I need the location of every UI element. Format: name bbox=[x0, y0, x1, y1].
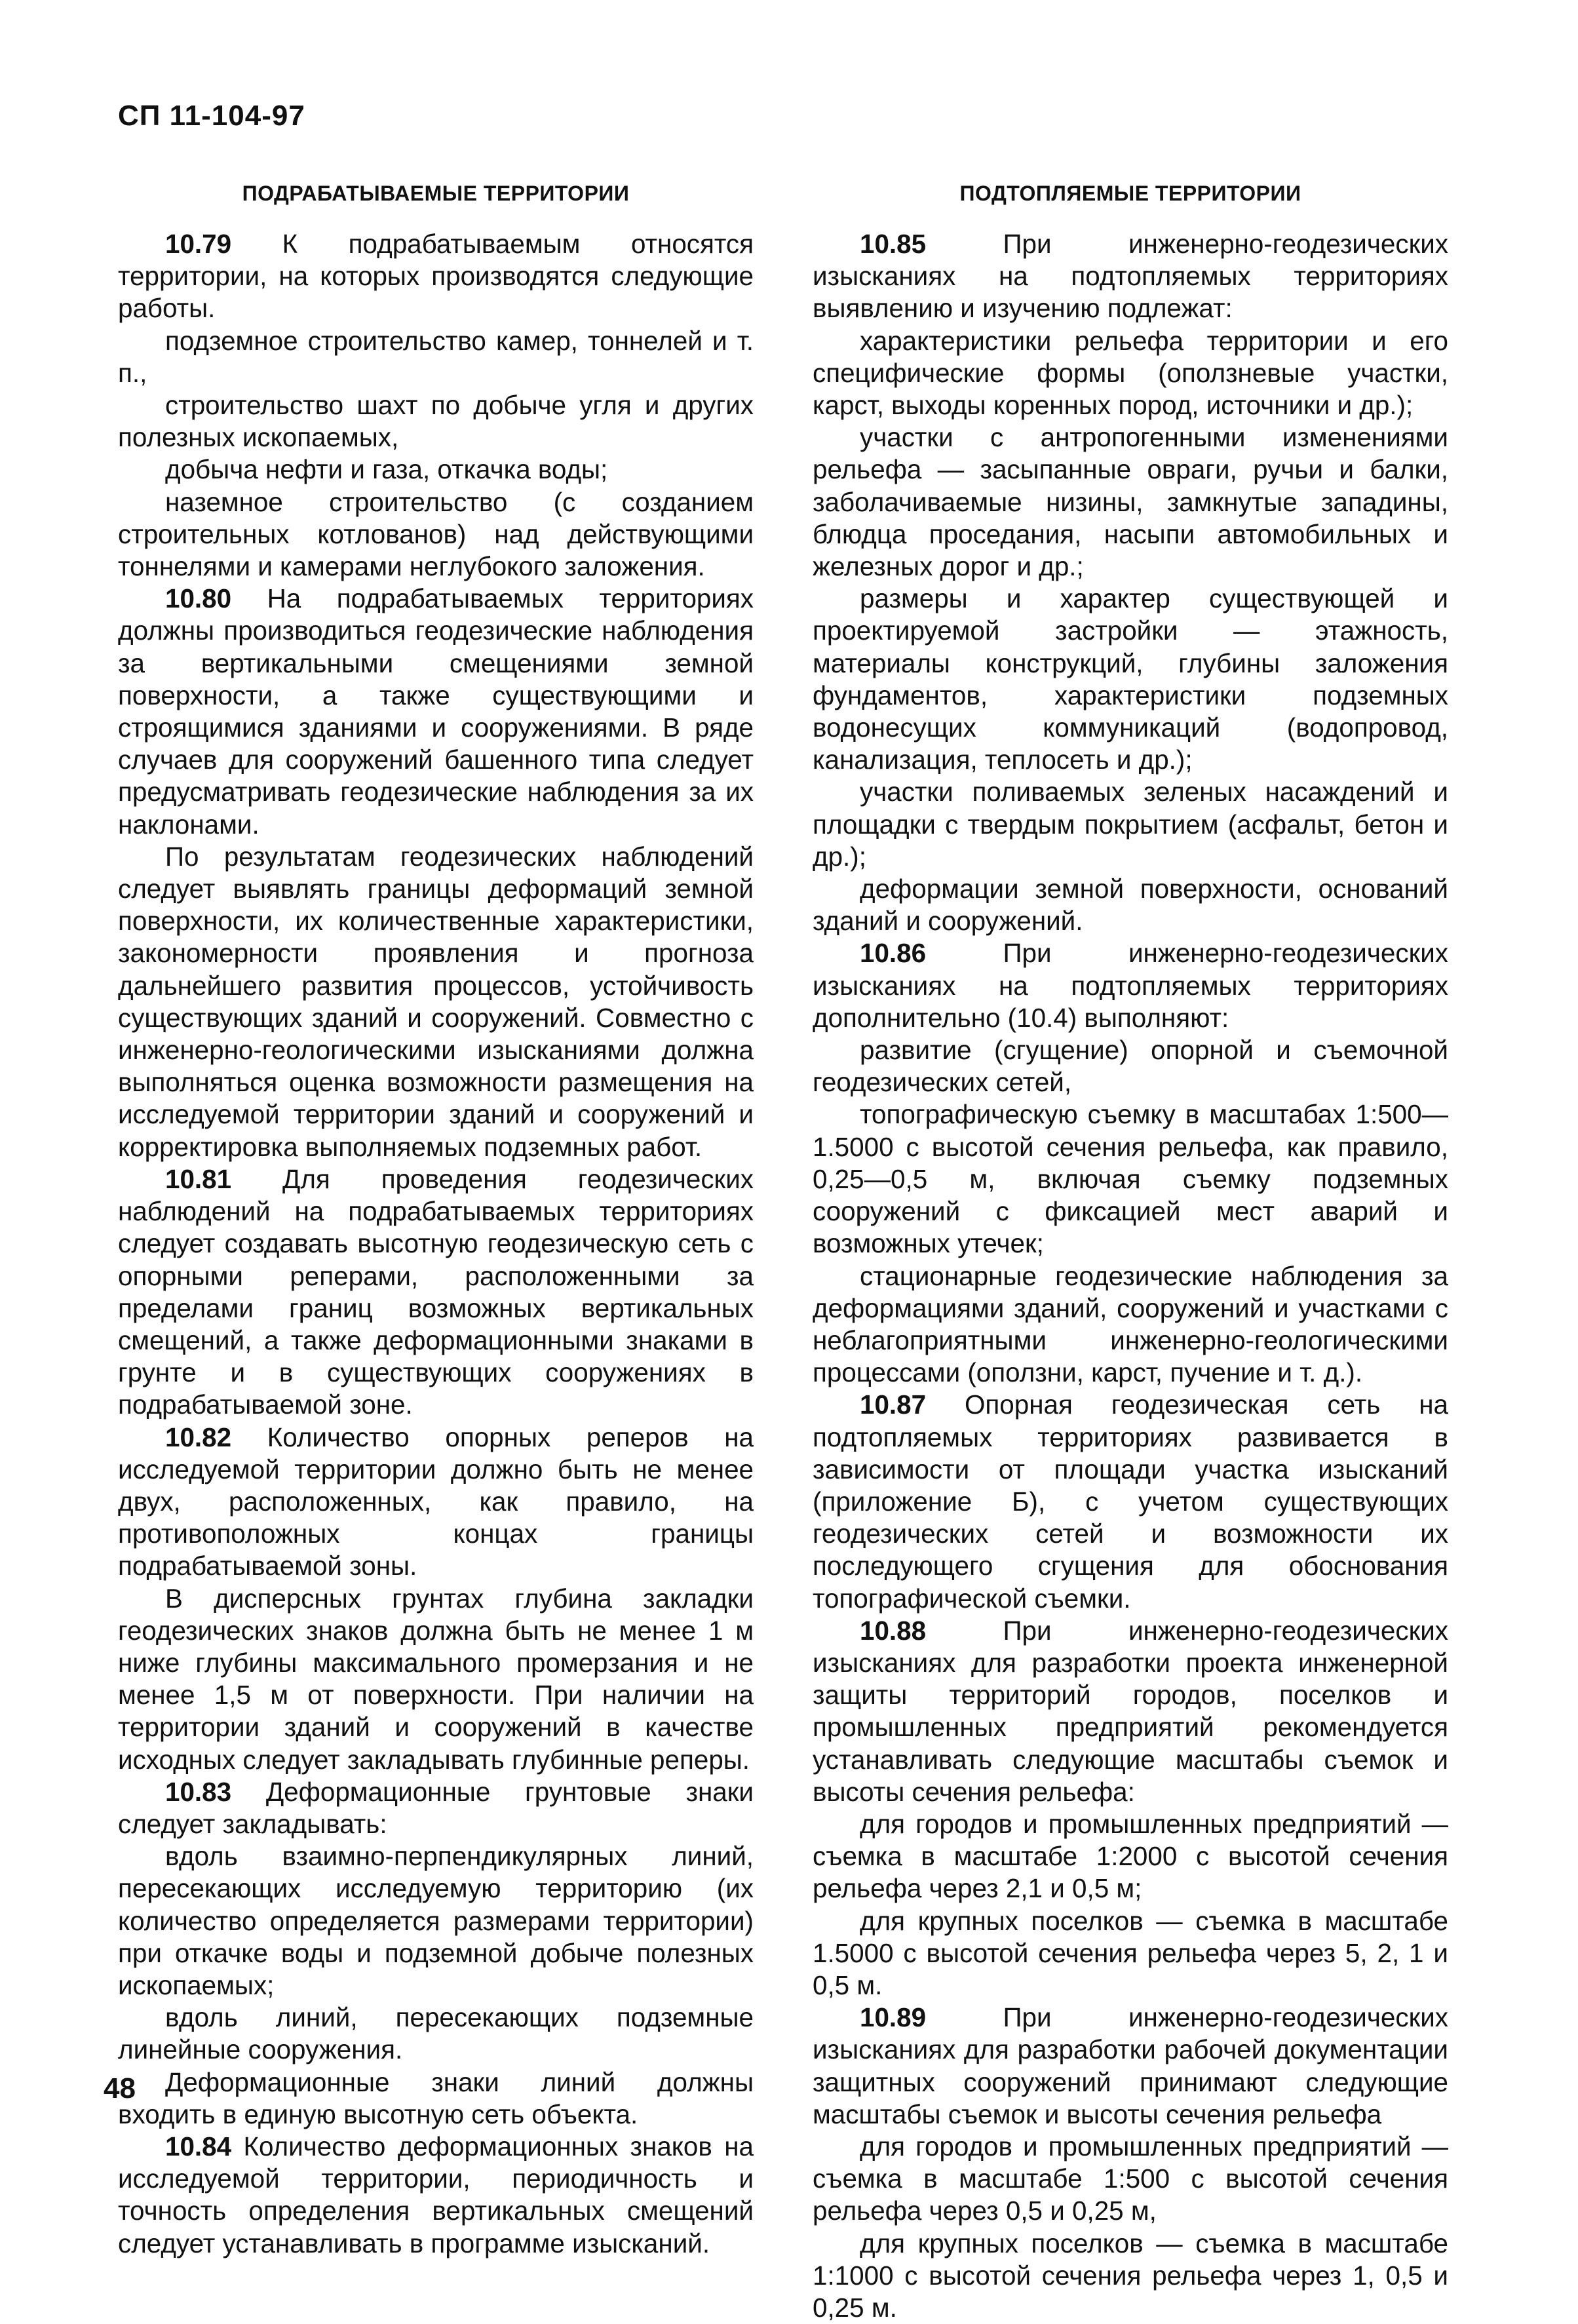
clause-number: 10.86 bbox=[860, 938, 927, 969]
clause-number: 10.89 bbox=[860, 2002, 927, 2033]
page-number: 48 bbox=[104, 2072, 136, 2104]
paragraph bbox=[813, 583, 1448, 776]
paragraph-text: для крупных поселков — съемка в масштабе 1.5000 с высотой сечения рельефа через 5, 2, 1 и 0,5 м. bbox=[813, 1905, 1448, 2000]
paragraph-text: наземное строительство (с созданием строительных котлованов) над действующими тоннелями и камерами неглубокого заложения. bbox=[118, 486, 754, 582]
clause-number: 10.84 bbox=[165, 2131, 232, 2161]
paragraph-text: Для проведения геодезических наблюдений на подрабатываемых территориях следует создавать высотную геодезическую сеть с опорными реперами, расположенными за пределами границ возможных вертикальных смещений, а также деформационными знаками в грунте и в существующих сооружениях в подрабатываемой зоне. bbox=[118, 1163, 754, 1420]
paragraph bbox=[813, 1260, 1448, 1389]
paragraph bbox=[118, 1776, 754, 1840]
paragraph-text: топографическую съемку в масштабах 1:500—1.5000 с высотой сечения рельефа, как правило, 0,25—0,5 м, включая съемку подземных сооружений с фиксацией мест аварий и возможных утечек; bbox=[813, 1099, 1448, 1259]
paragraph-text: строительство шахт по добыче угля и других полезных ископаемых, bbox=[118, 390, 754, 453]
clause-number: 10.85 bbox=[860, 229, 927, 259]
clause-number: 10.87 bbox=[860, 1389, 927, 1420]
paragraph-text: При инженерно-геодезических изысканиях на подтопляемых территориях дополнительно (10.4) выполняют: bbox=[813, 938, 1448, 1033]
paragraph bbox=[118, 389, 754, 454]
paragraph-text: вдоль линий, пересекающих подземные линейные сооружения. bbox=[118, 2002, 754, 2065]
paragraph bbox=[813, 937, 1448, 1034]
paragraph bbox=[118, 1583, 754, 1776]
paragraph bbox=[813, 2002, 1448, 2131]
paragraph-text: размеры и характер существующей и проектируемой застройки — этажность, материалы конструкций, глубины заложения фундаментов, характеристики подземных водонесущих коммуникаций (водопровод, канализация, теплосеть и др.); bbox=[813, 583, 1448, 775]
paragraph-text: участки с антропогенными изменениями рельефа — засыпанные овраги, ручьи и балки, заболачиваемые низины, замкнутые западины, блюдца проседания, насыпи автомобильных и железных дорог и др.; bbox=[813, 422, 1448, 582]
clause-number: 10.81 bbox=[165, 1163, 232, 1194]
clause-number: 10.79 bbox=[165, 229, 232, 259]
paragraph-text: добыча нефти и газа, откачка воды; bbox=[165, 454, 608, 485]
paragraph bbox=[118, 2131, 754, 2260]
left-paragraphs bbox=[118, 228, 754, 2260]
paragraph-text: характеристики рельефа территории и его специфические формы (оползневые участки, карст, выходы коренных пород, источники и др.); bbox=[813, 325, 1448, 421]
paragraph bbox=[813, 1905, 1448, 2002]
paragraph-text: подземное строительство камер, тоннелей и т. п., bbox=[118, 325, 754, 388]
paragraph bbox=[118, 841, 754, 1163]
paragraph-text: деформации земной поверхности, оснований зданий и сооружений. bbox=[813, 874, 1448, 937]
document-code: СП 11-104-97 bbox=[118, 100, 305, 132]
paragraph-text: Деформационные грунтовые знаки следует закладывать: bbox=[118, 1776, 754, 1839]
paragraph bbox=[118, 486, 754, 583]
right-paragraphs bbox=[813, 228, 1448, 2324]
paragraph-text: Количество деформационных знаков на исследуемой территории, периодичность и точность определения вертикальных смещений следует устанавливать в программе изысканий. bbox=[118, 2131, 754, 2258]
paragraph bbox=[118, 1840, 754, 2002]
paragraph bbox=[813, 2131, 1448, 2228]
paragraph-text: Количество опорных реперов на исследуемой территории должно быть не менее двух, расположенных, как правило, на противоположных концах границы подрабатываемой зоны. bbox=[118, 1422, 754, 1581]
paragraph bbox=[118, 1422, 754, 1583]
paragraph-text: вдоль взаимно-перпендикулярных линий, пересекающих исследуемую территорию (их количество определяется размерами территории) при откачке воды и подземной добыче полезных ископаемых; bbox=[118, 1841, 754, 2000]
paragraph-text: Деформационные знаки линий должны входить в единую высотную сеть объекта. bbox=[118, 2066, 754, 2129]
paragraph bbox=[813, 2228, 1448, 2324]
paragraph-text: При инженерно-геодезических изысканиях для разработки рабочей документации защитных сооружений принимают следующие масштабы съемок и высоты сечения рельефа bbox=[813, 2002, 1448, 2129]
paragraph-text: участки поливаемых зеленых насаждений и площадки с твердым покрытием (асфальт, бетон и др.); bbox=[813, 777, 1448, 872]
paragraph-text: стационарные геодезические наблюдения за деформациями зданий, сооружений и участками с неблагоприятными инженерно-геологическими процессами (оползни, карст, пучение и т. д.). bbox=[813, 1260, 1448, 1388]
paragraph-text: В дисперсных грунтах глубина закладки геодезических знаков должна быть не менее 1 м ниже глубины максимального промерзания и не менее 1,5 м от поверхности. При наличии на территории зданий и сооружений в качестве исходных следует закладывать глубинные реперы. bbox=[118, 1583, 754, 1775]
paragraph bbox=[118, 583, 754, 841]
paragraph-text: К подрабатываемым относятся территории, на которых производятся следующие работы. bbox=[118, 229, 754, 324]
paragraph-text: для крупных поселков — съемка в масштабе 1:1000 с высотой сечения рельефа через 1, 0,5 и 0,25 м. bbox=[813, 2228, 1448, 2323]
paragraph bbox=[118, 454, 754, 486]
paragraph bbox=[118, 1163, 754, 1422]
paragraph-text: При инженерно-геодезических изысканиях на подтопляемых территориях выявлению и изучению подлежат: bbox=[813, 229, 1448, 324]
paragraph-text: Опорная геодезическая сеть на подтопляемых территориях развивается в зависимости от площади участка изысканий (приложение Б), с учетом существующих геодезических сетей и возможности их последующего сгущения для обоснования топографической съемки. bbox=[813, 1389, 1448, 1614]
paragraph-text: для городов и промышленных предприятий — съемка в масштабе 1:2000 с высотой сечения рельефа через 2,1 и 0,5 м; bbox=[813, 1808, 1448, 1904]
paragraph bbox=[813, 1808, 1448, 1905]
paragraph-text: развитие (сгущение) опорной и съемочной геодезических сетей, bbox=[813, 1035, 1448, 1098]
section-title-undermined: ПОДРАБАТЫВАЕМЫЕ ТЕРРИТОРИИ bbox=[242, 182, 630, 205]
right-column bbox=[813, 176, 1448, 2324]
paragraph-text: При инженерно-геодезических изысканиях для разработки проекта инженерной защиты территорий городов, поселков и промышленных предприятий рекомендуется устанавливать следующие масштабы съемок и высоты сечения рельефа: bbox=[813, 1615, 1448, 1807]
paragraph bbox=[813, 1615, 1448, 1808]
paragraph bbox=[813, 776, 1448, 873]
paragraph bbox=[118, 228, 754, 325]
paragraph bbox=[813, 1034, 1448, 1098]
clause-number: 10.88 bbox=[860, 1615, 927, 1646]
paragraph-text: На подрабатываемых территориях должны производиться геодезические наблюдения за вертикальными смещениями земной поверхности, а также существующими и строящимися зданиями и сооружениями. В ряде случаев для сооружений башенного типа следует предусматривать геодезические наблюдения за их наклонами. bbox=[118, 583, 754, 840]
clause-number: 10.83 bbox=[165, 1776, 232, 1807]
paragraph bbox=[813, 325, 1448, 422]
paragraph bbox=[813, 228, 1448, 325]
paragraph bbox=[813, 421, 1448, 583]
paragraph bbox=[118, 325, 754, 389]
paragraph bbox=[813, 873, 1448, 937]
paragraph-text: По результатам геодезических наблюдений следует выявлять границы деформаций земной поверхности, их количественные характеристики, закономерности проявления и прогноза дальнейшего развития процессов, устойчивость существующих зданий и сооружений. Совместно с инженерно-геологическими изысканиями должна выполняться оценка возможности размещения на исследуемой территории зданий и сооружений и корректировка выполняемых подземных работ. bbox=[118, 841, 754, 1162]
paragraph bbox=[118, 2002, 754, 2066]
paragraph bbox=[118, 2066, 754, 2131]
clause-number: 10.80 bbox=[165, 583, 232, 614]
clause-number: 10.82 bbox=[165, 1422, 232, 1452]
paragraph bbox=[813, 1098, 1448, 1260]
left-column bbox=[118, 176, 754, 2260]
paragraph bbox=[813, 1389, 1448, 1614]
paragraph-text: для городов и промышленных предприятий — съемка в масштабе 1:500 с высотой сечения рельефа через 0,5 и 0,25 м, bbox=[813, 2131, 1448, 2226]
section-title-flooded: ПОДТОПЛЯЕМЫЕ ТЕРРИТОРИИ bbox=[959, 182, 1301, 205]
